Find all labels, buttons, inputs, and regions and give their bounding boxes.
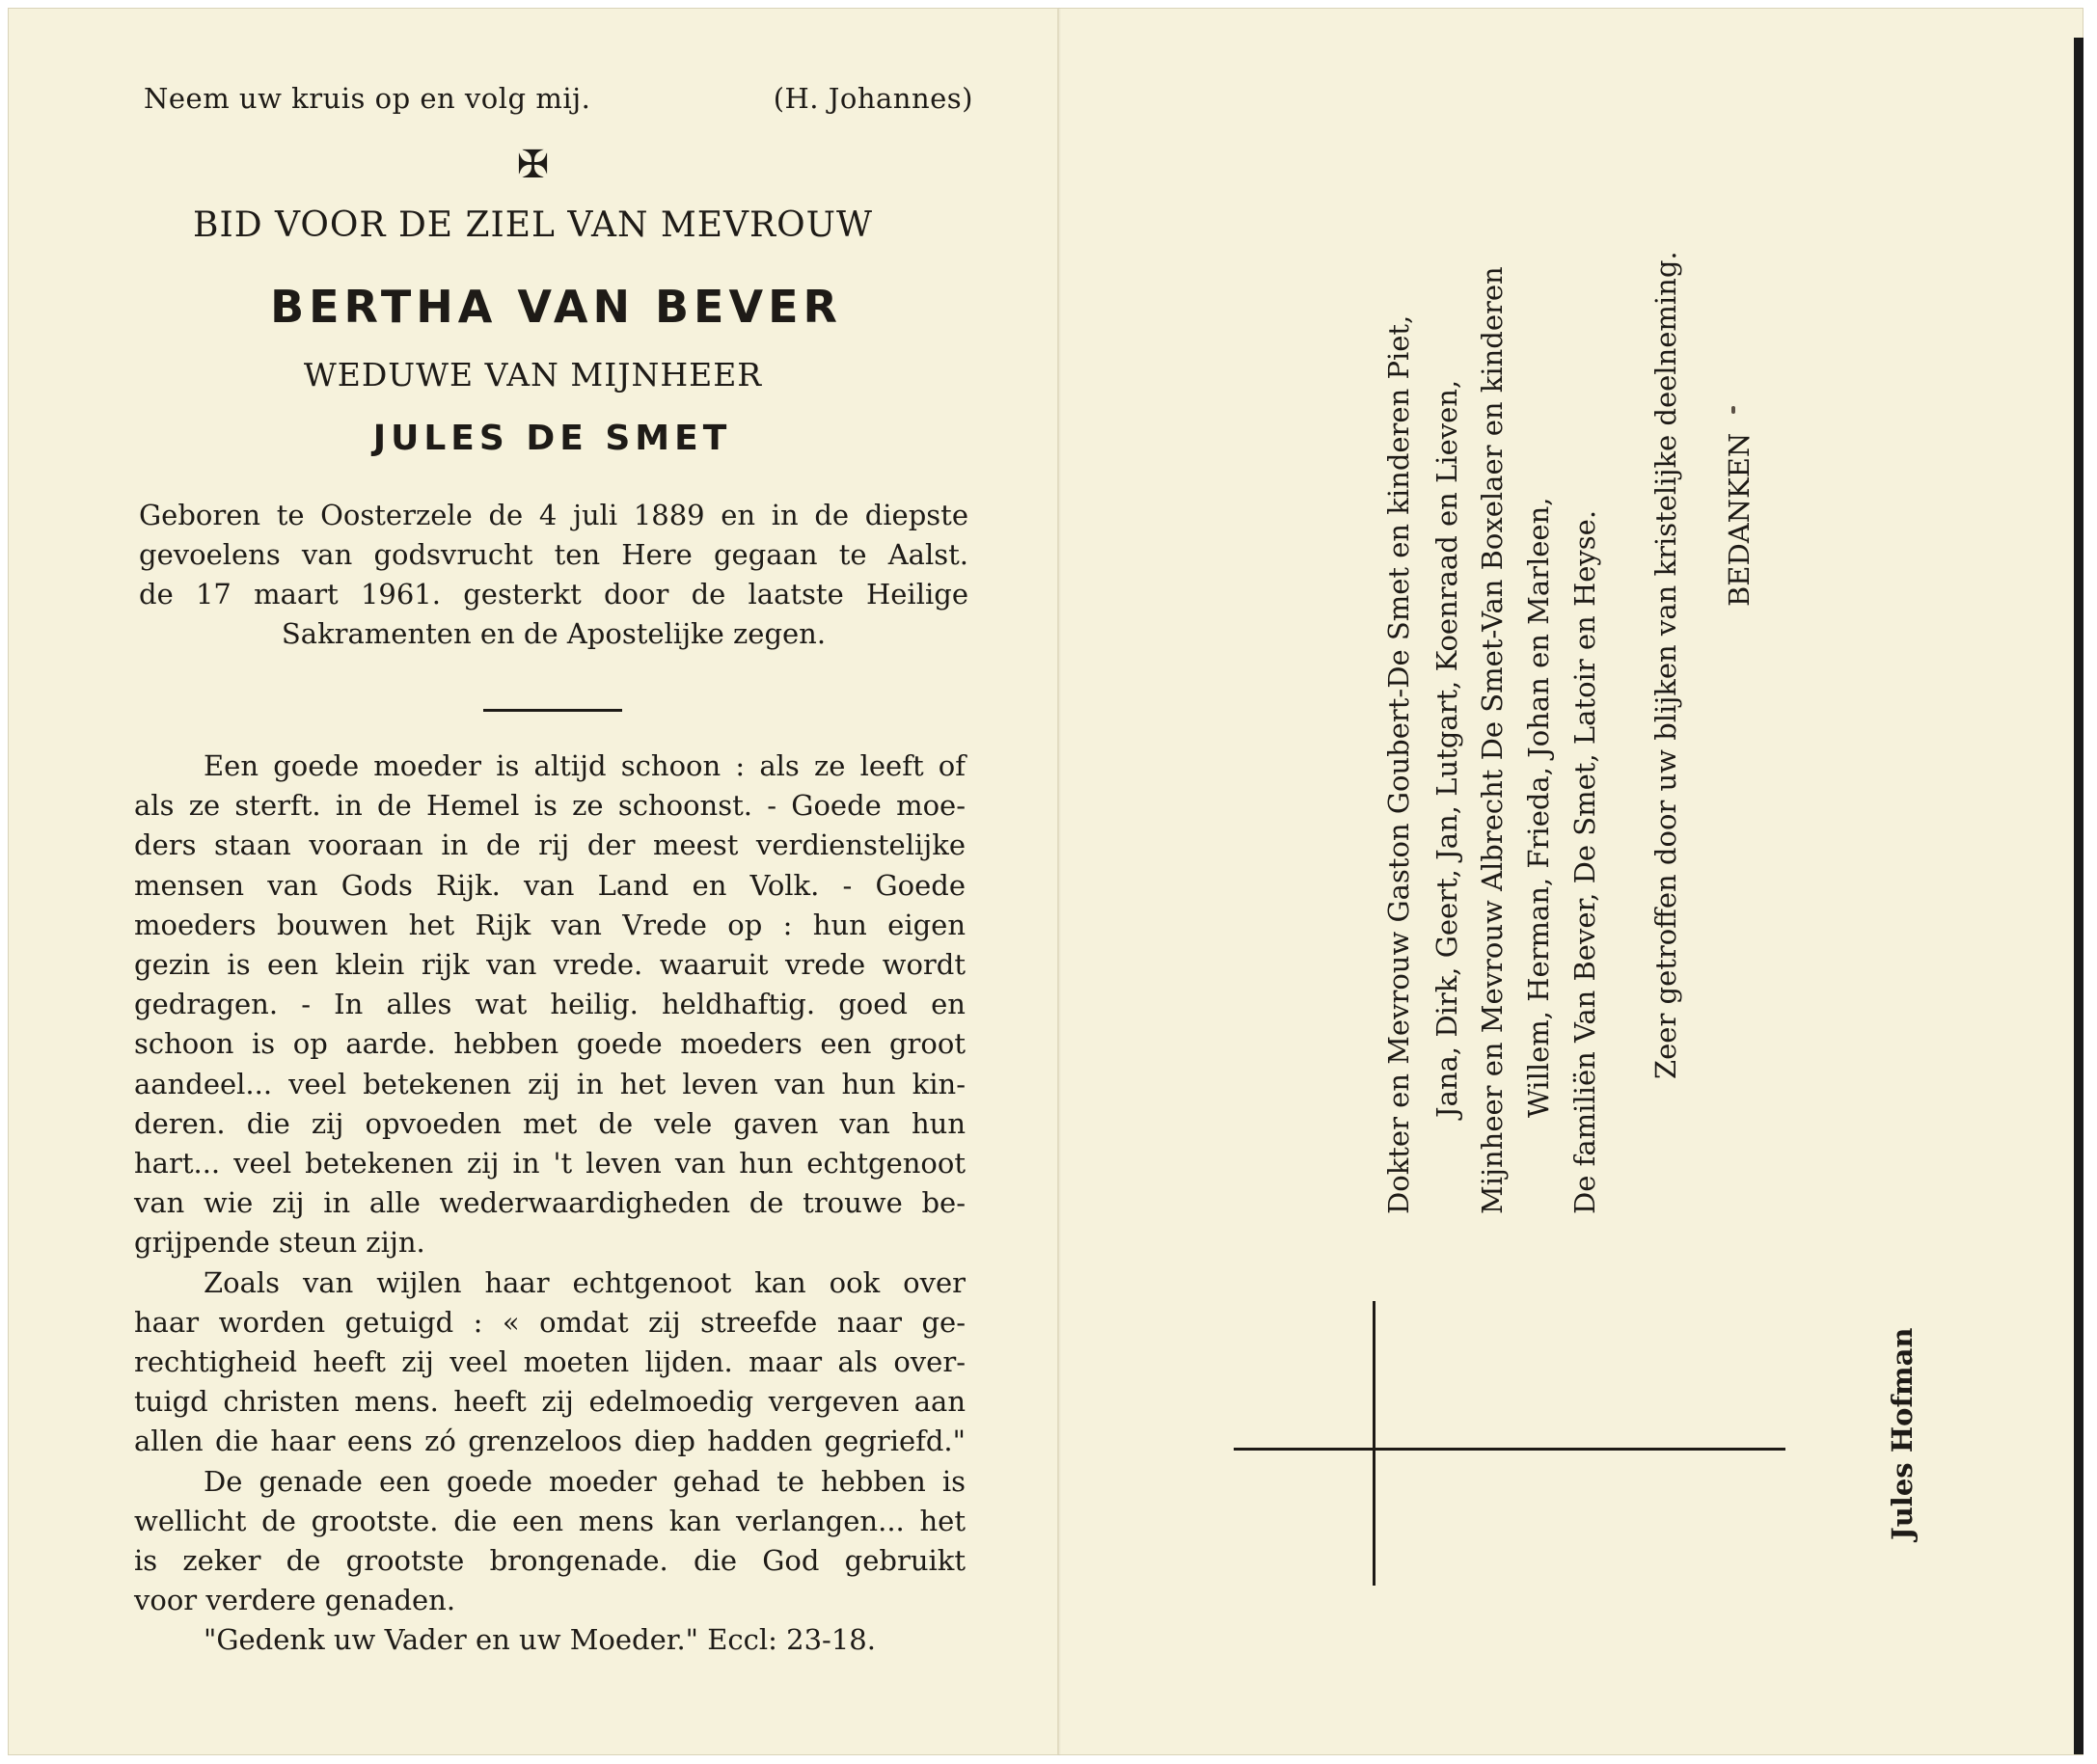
- left-page: [9, 9, 1057, 1754]
- husband-name: JULES DE SMET: [372, 419, 732, 458]
- meditation-line: De genade een goede moeder gehad te hebben is: [204, 1464, 966, 1498]
- motto-source: (H. Johannes): [773, 82, 973, 115]
- meditation-line: Zoals van wijlen haar echtgenoot kan ook over: [204, 1265, 966, 1299]
- birth-death-paragraph: [139, 496, 968, 654]
- cross-vertical-line: [1373, 1301, 1375, 1586]
- thanks-word: BEDANKEN: [1723, 432, 1756, 607]
- meditation-line: aandeel... veel betekenen zij in het leven van hun kin-: [134, 1067, 966, 1100]
- bible-verse: "Gedenk uw Vader en uw Moeder." Eccl: 23-18.: [204, 1623, 876, 1657]
- motto-quote: Neem uw kruis op en volg mij.: [144, 82, 591, 115]
- divider-line: [483, 709, 622, 712]
- birth-death-line: gevoelens van godsvrucht ten Here gegaan te Aalst.: [139, 538, 968, 571]
- meditation-line: voor verdere genaden.: [134, 1584, 456, 1617]
- card-fold: [1057, 9, 1059, 1754]
- printer-name: Jules Hofman: [1886, 1327, 1919, 1540]
- meditation-line: haar worden getuigd : « omdat zij streefde naar ge-: [134, 1305, 966, 1339]
- family-line: Willem, Herman, Frieda, Johan en Marleen,: [1522, 497, 1555, 1118]
- meditation-line: deren. die zij opvoeden met de vele gaven van hun: [134, 1106, 966, 1140]
- meditation-line: Een goede moeder is altijd schoon : als ze leeft of: [204, 749, 966, 782]
- family-line: De familiën Van Bever, De Smet, Latoir en Heyse.: [1568, 509, 1601, 1214]
- birth-death-line: Sakramenten en de Apostelijke zegen.: [281, 617, 827, 650]
- meditation-line: allen die haar eens zó grenzeloos diep hadden gegriefd.": [134, 1425, 966, 1458]
- cross-horizontal-line: [1234, 1448, 1785, 1451]
- deceased-name: BERTHA VAN BEVER: [270, 281, 842, 333]
- meditation-line: wellicht de grootste. die een mens kan verlangen... het: [134, 1504, 966, 1537]
- widow-line: WEDUWE VAN MIJNHEER: [303, 356, 763, 394]
- birth-death-line: Geboren te Oosterzele de 4 juli 1889 en in de diepste: [139, 499, 968, 531]
- meditation-line: moeders bouwen het Rijk van Vrede op : hun eigen: [134, 908, 966, 941]
- thanks-line: Zeer getroffen door uw blijken van kristelijke deelneming.: [1649, 251, 1682, 1079]
- card-edge-shadow: [2074, 38, 2083, 1754]
- family-line: Mijnheer en Mevrouw Albrecht De Smet-Van Boxelaer en kinderen: [1476, 266, 1509, 1214]
- meditation-line: tuigd christen mens. heeft zij edelmoedig vergeven aan: [134, 1385, 966, 1419]
- meditation-line: hart... veel betekenen zij in 't leven van hun echtgenoot: [134, 1147, 966, 1181]
- birth-death-line: de 17 maart 1961. gesterkt door de laatste Heilige: [139, 578, 968, 611]
- prayer-line: BID VOOR DE ZIEL VAN MEVROUW: [193, 205, 873, 245]
- meditation-line: gezin is een klein rijk van vrede. waaruit vrede wordt: [134, 948, 966, 982]
- meditation-line: rechtigheid heeft zij veel moeten lijden. maar als over-: [134, 1345, 966, 1379]
- meditation-text: [134, 746, 966, 1661]
- paper-speck: [1731, 406, 1735, 414]
- meditation-line: schoon is op aarde. hebben goede moeders een groot: [134, 1027, 966, 1061]
- meditation-line: is zeker de grootste brongenade. die God gebruikt: [134, 1544, 966, 1578]
- memorial-card: [8, 8, 2083, 1755]
- family-line: Jana, Dirk, Geert, Jan, Lutgart, Koenraad en Lieven,: [1430, 379, 1463, 1118]
- meditation-line: grijpende steun zijn.: [134, 1226, 425, 1260]
- family-line: Dokter en Mevrouw Gaston Goubert-De Smet en kinderen Piet,: [1382, 314, 1415, 1214]
- meditation-line: gedragen. - In alles wat heilig. heldhaftig. goed en: [134, 988, 966, 1021]
- meditation-line: ders staan vooraan in de rij der meest verdienstelijke: [134, 828, 966, 862]
- meditation-line: van wie zij in alle wederwaardigheden de trouwe be-: [134, 1186, 966, 1220]
- meditation-line: mensen van Gods Rijk. van Land en Volk. - Goede: [134, 868, 966, 902]
- cross-icon: ✠: [516, 143, 550, 187]
- meditation-line: als ze sterft. in de Hemel is ze schoonst. - Goede moe-: [134, 789, 966, 823]
